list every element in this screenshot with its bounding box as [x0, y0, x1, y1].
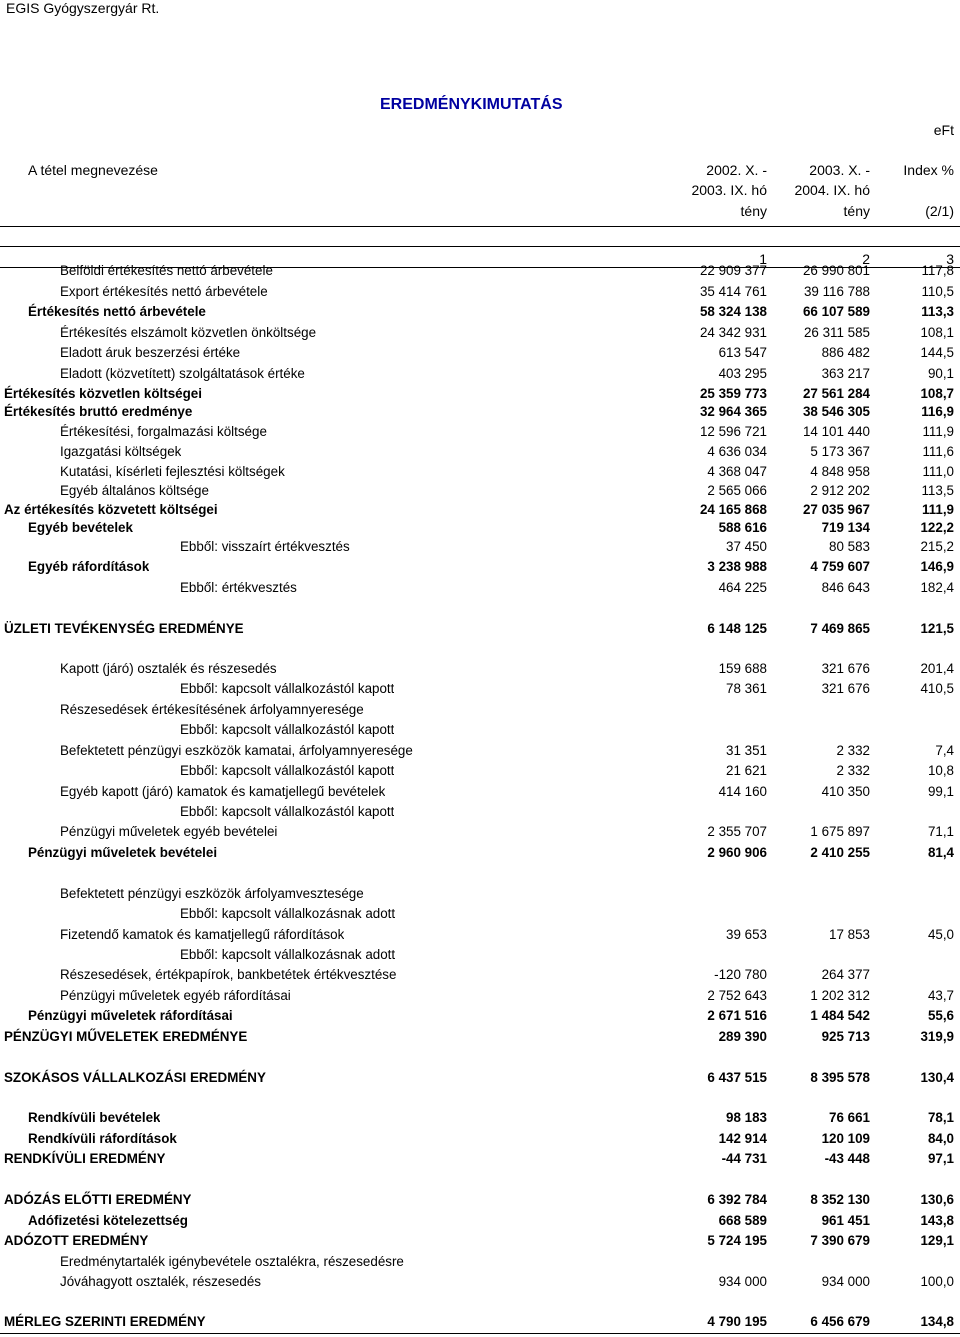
table-row	[0, 1130, 960, 1148]
item-column-header: A tétel megnevezése	[28, 162, 158, 178]
value-2004: 7 390 679	[810, 1233, 870, 1248]
page-title: EREDMÉNYKIMUTATÁS	[380, 96, 563, 113]
value-2003: 2 355 707	[707, 824, 767, 839]
table-row	[0, 620, 960, 638]
table-row	[0, 365, 960, 383]
value-2004: 1 484 542	[810, 1008, 870, 1023]
table-row	[0, 558, 960, 576]
col2-period-end: 2004. IX. hó	[794, 182, 870, 198]
index-value: 45,0	[927, 927, 954, 942]
table-row	[0, 501, 960, 519]
value-2003: 12 596 721	[699, 424, 767, 439]
col2-type: tény	[843, 203, 870, 219]
index-value: 84,0	[927, 1131, 954, 1146]
index-value: 129,1	[920, 1233, 954, 1248]
row-label: ÜZLETI TEVÉKENYSÉG EREDMÉNYE	[4, 621, 244, 636]
value-2004: 6 456 679	[810, 1314, 870, 1329]
row-label: Pénzügyi műveletek egyéb bevételei	[60, 824, 278, 839]
row-label: SZOKÁSOS VÁLLALKOZÁSI EREDMÉNY	[4, 1070, 266, 1085]
col2-period-start: 2003. X. -	[809, 162, 870, 178]
col2-number: 2	[862, 251, 870, 267]
table-row	[0, 1232, 960, 1250]
col1-type: tény	[740, 203, 767, 219]
row-label: Részesedések értékesítésének árfolyamnyeresége	[60, 702, 364, 717]
value-2004: 719 134	[821, 520, 870, 535]
row-label: Egyéb általános költsége	[60, 483, 209, 498]
row-label: Ebből: kapcsolt vállalkozásnak adott	[180, 947, 396, 962]
index-value: 43,7	[927, 988, 954, 1003]
table-row	[0, 324, 960, 342]
row-label: Belföldi értékesítés nettó árbevétele	[60, 263, 273, 278]
value-2003: 464 225	[718, 580, 767, 595]
value-2004: 2 332	[836, 743, 870, 758]
value-2004: 2 912 202	[810, 483, 870, 498]
value-2003: 613 547	[718, 345, 767, 360]
row-label: Értékesítés nettó árbevétele	[28, 304, 206, 319]
col3-number: 3	[946, 251, 954, 267]
value-2004: 961 451	[821, 1213, 870, 1228]
value-2003: 24 165 868	[699, 502, 767, 517]
row-label: Fizetendő kamatok és kamatjellegű ráfordítások	[60, 927, 345, 942]
col3-title: Index %	[903, 162, 954, 178]
row-label: MÉRLEG SZERINTI EREDMÉNY	[4, 1314, 206, 1329]
table-row	[0, 721, 960, 739]
index-value: 121,5	[920, 621, 954, 636]
row-label: Ebből: kapcsolt vállalkozástól kapott	[180, 763, 395, 778]
table-row	[0, 1150, 960, 1168]
table-row	[0, 701, 960, 719]
value-2003: 2 565 066	[707, 483, 767, 498]
col3-formula: (2/1)	[925, 203, 954, 219]
index-value: 108,7	[920, 386, 954, 401]
index-value: 99,1	[927, 784, 954, 799]
index-value: 143,8	[920, 1213, 954, 1228]
row-label: Eladott (közvetített) szolgáltatások értéke	[60, 366, 305, 381]
row-label: Adófizetési kötelezettség	[28, 1213, 188, 1228]
value-2004: 27 035 967	[802, 502, 870, 517]
table-row	[0, 987, 960, 1005]
value-2004: 2 332	[836, 763, 870, 778]
table-row	[0, 742, 960, 760]
row-label: Befektetett pénzügyi eszközök kamatai, árfolyamnyeresége	[60, 743, 413, 758]
table-row	[0, 1191, 960, 1209]
row-label: Az értékesítés közvetett költségei	[4, 502, 218, 517]
table-row	[0, 262, 960, 280]
value-2004: 120 109	[821, 1131, 870, 1146]
table-row	[0, 844, 960, 862]
value-2003: 934 000	[718, 1274, 767, 1289]
row-label: Kapott (járó) osztalék és részesedés	[60, 661, 277, 676]
table-row	[0, 946, 960, 964]
table-row	[0, 905, 960, 923]
table-row	[0, 463, 960, 481]
index-value: 111,9	[921, 502, 954, 517]
table-row	[0, 885, 960, 903]
value-2004: 76 661	[829, 1110, 870, 1125]
index-value: 319,9	[920, 1029, 954, 1044]
index-value: 110,5	[921, 284, 954, 299]
index-value: 182,4	[920, 580, 954, 595]
value-2004: 14 101 440	[802, 424, 870, 439]
table-row	[0, 926, 960, 944]
index-value: 113,3	[921, 304, 954, 319]
row-label: Értékesítés közvetlen költségei	[4, 386, 202, 401]
row-label: Ebből: kapcsolt vállalkozástól kapott	[180, 722, 395, 737]
row-label: Egyéb ráfordítások	[28, 559, 150, 574]
row-label: Igazgatási költségek	[60, 444, 182, 459]
table-row	[0, 443, 960, 461]
row-label: RENDKÍVÜLI EREDMÉNY	[4, 1151, 166, 1166]
table-row	[0, 803, 960, 821]
index-value: 100,0	[920, 1274, 954, 1289]
value-2003: 588 616	[718, 520, 767, 535]
index-value: 144,5	[920, 345, 954, 360]
value-2004: 80 583	[829, 539, 870, 554]
value-2004: 934 000	[821, 1274, 870, 1289]
value-2003: 6 437 515	[707, 1070, 767, 1085]
value-2004: 925 713	[821, 1029, 870, 1044]
value-2003: 668 589	[718, 1213, 767, 1228]
table-row	[0, 579, 960, 597]
value-2003: 4 636 034	[707, 444, 767, 459]
value-2003: 414 160	[718, 784, 767, 799]
table-row	[0, 1069, 960, 1087]
index-value: 7,4	[935, 743, 954, 758]
row-label: Kutatási, kísérleti fejlesztési költségek	[60, 464, 285, 479]
value-2003: 78 361	[726, 681, 767, 696]
row-label: Eredménytartalék igénybevétele osztalékra, részesedésre	[60, 1254, 404, 1269]
unit-label: eFt	[933, 122, 954, 138]
value-2003: 22 909 377	[699, 263, 767, 278]
value-2003: 289 390	[718, 1029, 767, 1044]
value-2004: 1 202 312	[810, 988, 870, 1003]
index-value: 78,1	[927, 1110, 954, 1125]
value-2003: -120 780	[714, 967, 767, 982]
index-value: 134,8	[920, 1314, 954, 1329]
table-row	[0, 1253, 960, 1271]
index-value: 410,5	[920, 681, 954, 696]
index-value: 215,2	[920, 539, 954, 554]
row-label: Értékesítés bruttó eredménye	[4, 404, 193, 419]
index-value: 113,5	[921, 483, 954, 498]
value-2004: 66 107 589	[802, 304, 870, 319]
index-value: 71,1	[927, 824, 954, 839]
row-label: Pénzügyi műveletek bevételei	[28, 845, 218, 860]
table-row	[0, 1273, 960, 1291]
index-value: 117,8	[921, 263, 954, 278]
table-row	[0, 762, 960, 780]
index-value: 111,0	[922, 464, 954, 479]
table-row	[0, 783, 960, 801]
value-2004: 4 759 607	[810, 559, 870, 574]
table-row	[0, 538, 960, 556]
row-label: Jóváhagyott osztalék, részesedés	[60, 1274, 261, 1289]
table-row	[0, 1109, 960, 1127]
table-row	[0, 660, 960, 678]
value-2004: 410 350	[821, 784, 870, 799]
value-2003: 2 752 643	[707, 988, 767, 1003]
value-2003: 35 414 761	[699, 284, 767, 299]
company-name: EGIS Gyógyszergyár Rt.	[6, 0, 160, 16]
row-label: Ebből: kapcsolt vállalkozásnak adott	[180, 906, 396, 921]
row-label: Befektetett pénzügyi eszközök árfolyamvesztesége	[60, 886, 364, 901]
table-row	[0, 1007, 960, 1025]
table-row	[0, 482, 960, 500]
bottom-rule	[0, 1333, 960, 1334]
value-2003: 4 790 195	[707, 1314, 767, 1329]
table-row	[0, 283, 960, 301]
row-label: Eladott áruk beszerzési értéke	[60, 345, 241, 360]
value-2004: 2 410 255	[810, 845, 870, 860]
index-value: 10,8	[927, 763, 954, 778]
value-2003: 3 238 988	[707, 559, 767, 574]
value-2004: 8 395 578	[810, 1070, 870, 1085]
row-label: Ebből: értékvesztés	[180, 580, 297, 595]
index-value: 201,4	[920, 661, 954, 676]
value-2003: 58 324 138	[699, 304, 767, 319]
value-2004: 17 853	[829, 927, 870, 942]
row-label: Export értékesítés nettó árbevétele	[60, 284, 268, 299]
table-row	[0, 1212, 960, 1230]
value-2003: 21 621	[726, 763, 767, 778]
value-2003: 24 342 931	[699, 325, 767, 340]
index-value: 55,6	[927, 1008, 954, 1023]
value-2004: 363 217	[821, 366, 870, 381]
table-row	[0, 1028, 960, 1046]
index-value: 122,2	[920, 520, 954, 535]
value-2004: 1 675 897	[810, 824, 870, 839]
value-2003: 39 653	[726, 927, 767, 942]
row-label: Értékesítés elszámolt közvetlen önköltsége	[60, 325, 317, 340]
row-label: Egyéb bevételek	[28, 520, 133, 535]
value-2004: 846 643	[821, 580, 870, 595]
value-2004: 7 469 865	[810, 621, 870, 636]
value-2003: 32 964 365	[699, 404, 767, 419]
row-label: Részesedések, értékpapírok, bankbetétek értékvesztése	[60, 967, 397, 982]
table-row	[0, 303, 960, 321]
value-2003: 37 450	[726, 539, 767, 554]
row-label: Pénzügyi műveletek ráfordításai	[28, 1008, 233, 1023]
value-2004: -43 448	[824, 1151, 870, 1166]
value-2003: 142 914	[718, 1131, 767, 1146]
table-row	[0, 519, 960, 537]
row-label: Rendkívüli ráfordítások	[28, 1131, 177, 1146]
row-label: Pénzügyi műveletek egyéb ráfordításai	[60, 988, 291, 1003]
value-2003: 98 183	[726, 1110, 767, 1125]
value-2004: 26 311 585	[803, 325, 870, 340]
row-label: Ebből: kapcsolt vállalkozástól kapott	[180, 681, 395, 696]
value-2003: 159 688	[718, 661, 767, 676]
value-2004: 321 676	[821, 661, 870, 676]
value-2003: 6 148 125	[707, 621, 767, 636]
col1-period-end: 2003. IX. hó	[691, 182, 767, 198]
row-label: ADÓZOTT EREDMÉNY	[4, 1233, 149, 1248]
value-2003: 2 960 906	[707, 845, 767, 860]
index-value: 116,9	[921, 404, 954, 419]
index-value: 108,1	[920, 325, 954, 340]
value-2003: 4 368 047	[707, 464, 767, 479]
value-2004: 8 352 130	[810, 1192, 870, 1207]
value-2003: -44 731	[721, 1151, 767, 1166]
row-label: PÉNZÜGYI MŰVELETEK EREDMÉNYE	[4, 1029, 248, 1044]
value-2004: 886 482	[821, 345, 870, 360]
row-label: Ebből: visszaírt értékvesztés	[180, 539, 350, 554]
row-label: Rendkívüli bevételek	[28, 1110, 161, 1125]
value-2004: 321 676	[821, 681, 870, 696]
index-value: 111,6	[922, 444, 954, 459]
value-2004: 27 561 284	[802, 386, 870, 401]
index-value: 130,6	[920, 1192, 954, 1207]
table-row	[0, 344, 960, 362]
col1-period-start: 2002. X. -	[706, 162, 767, 178]
value-2004: 38 546 305	[802, 404, 870, 419]
row-label: Egyéb kapott (járó) kamatok és kamatjellegű bevételek	[60, 784, 386, 799]
value-2003: 6 392 784	[707, 1192, 767, 1207]
col1-number: 1	[759, 251, 767, 267]
table-row	[0, 403, 960, 421]
index-value: 90,1	[927, 366, 954, 381]
table-row	[0, 680, 960, 698]
value-2003: 31 351	[726, 743, 767, 758]
index-value: 146,9	[920, 559, 954, 574]
value-2004: 26 990 801	[802, 263, 870, 278]
row-label: ADÓZÁS ELŐTTI EREDMÉNY	[4, 1192, 192, 1207]
table-row	[0, 385, 960, 403]
value-2004: 264 377	[821, 967, 870, 982]
index-value: 81,4	[927, 845, 954, 860]
value-2004: 5 173 367	[810, 444, 870, 459]
value-2003: 25 359 773	[699, 386, 767, 401]
row-label: Értékesítési, forgalmazási költsége	[60, 424, 267, 439]
value-2004: 4 848 958	[810, 464, 870, 479]
index-value: 97,1	[927, 1151, 954, 1166]
table-row	[0, 966, 960, 984]
index-value: 130,4	[920, 1070, 954, 1085]
value-2004: 39 116 788	[803, 284, 870, 299]
value-2003: 403 295	[718, 366, 767, 381]
index-value: 111,9	[922, 424, 954, 439]
row-label: Ebből: kapcsolt vállalkozástól kapott	[180, 804, 395, 819]
table-row	[0, 423, 960, 441]
table-row	[0, 1313, 960, 1331]
table-row	[0, 823, 960, 841]
value-2003: 5 724 195	[707, 1233, 767, 1248]
value-2003: 2 671 516	[707, 1008, 767, 1023]
